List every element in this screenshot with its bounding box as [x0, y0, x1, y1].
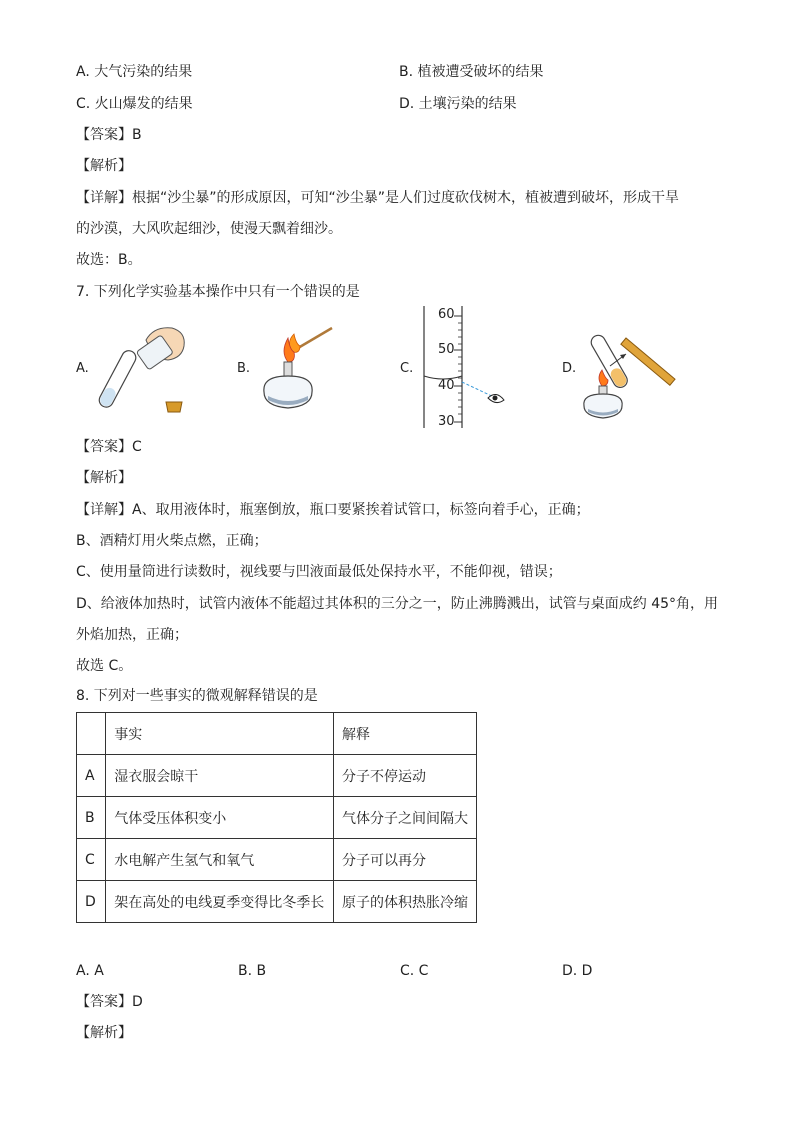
- q6-option-c: C. 火山爆发的结果: [76, 96, 193, 112]
- table-cell: D: [77, 881, 106, 923]
- q7-conclusion: 故选 C。: [76, 658, 133, 674]
- q6-conclusion: 故选：B。: [76, 252, 142, 268]
- q8-option-c: C. C: [400, 963, 429, 979]
- q7-detail-line-5: 外焰加热，正确；: [76, 627, 188, 643]
- table-cell: A: [77, 755, 106, 797]
- q8-analysis-label: 【解析】: [76, 1025, 132, 1041]
- cylinder-tick-60: 60: [438, 307, 455, 322]
- figure-c-label: C.: [400, 361, 414, 376]
- q7-detail-line-3: C、使用量筒进行读数时，视线要与凹液面最低处保持水平，不能仰视，错误；: [76, 564, 562, 580]
- table-header-cell: [77, 713, 106, 755]
- table-cell: C: [77, 839, 106, 881]
- q6-option-a: A. 大气污染的结果: [76, 64, 193, 80]
- q8-facts-table: [76, 712, 477, 923]
- q6-analysis-label: 【解析】: [76, 158, 132, 174]
- q8-option-d: D. D: [562, 963, 593, 979]
- table-cell: 分子可以再分: [333, 839, 476, 881]
- table-header-cell: 解释: [333, 713, 476, 755]
- q6-answer: 【答案】B: [76, 127, 142, 143]
- figure-b-alcohol-lamp: [254, 322, 334, 416]
- q8-stem: 8. 下列对一些事实的微观解释错误的是: [76, 688, 318, 704]
- q6-option-b: B. 植被遭受破坏的结果: [399, 64, 544, 80]
- q7-detail-line-4: D、给液体加热时，试管内液体不能超过其体积的三分之一，防止沸腾溅出，试管与桌面成约 45°角，用: [76, 596, 719, 612]
- q8-answer: 【答案】D: [76, 994, 143, 1010]
- table-header-cell: 事实: [106, 713, 334, 755]
- cylinder-tick-40: 40: [438, 378, 455, 393]
- table-cell: 架在高处的电线夏季变得比冬季长: [106, 881, 334, 923]
- q8-option-a: A. A: [76, 963, 104, 979]
- table-row: [77, 881, 477, 923]
- figure-a-label: A.: [76, 361, 89, 376]
- table-row: [77, 797, 477, 839]
- table-cell: 湿衣服会晾干: [106, 755, 334, 797]
- q7-detail-line-1: 【详解】A、取用液体时，瓶塞倒放，瓶口要紧挨着试管口，标签向着手心，正确；: [76, 502, 590, 518]
- figure-a-pouring-liquid: [94, 318, 204, 418]
- figure-d-heating-test-tube: [580, 314, 684, 418]
- cylinder-tick-50: 50: [438, 342, 455, 357]
- table-header-row: [77, 713, 477, 755]
- table-row: [77, 755, 477, 797]
- cylinder-tick-30: 30: [438, 414, 455, 429]
- table-row: [77, 839, 477, 881]
- table-cell: 水电解产生氢气和氧气: [106, 839, 334, 881]
- table-cell: 气体受压体积变小: [106, 797, 334, 839]
- q6-detail-line-1: 【详解】根据“沙尘暴”的形成原因，可知“沙尘暴”是人们过度砍伐树木，植被遭到破坏，形成干旱: [76, 190, 680, 206]
- q7-answer: 【答案】C: [76, 439, 142, 455]
- q7-analysis-label: 【解析】: [76, 470, 132, 486]
- q7-detail-line-2: B、酒精灯用火柴点燃，正确；: [76, 533, 268, 549]
- table-cell: 气体分子之间间隔大: [333, 797, 476, 839]
- table-cell: 原子的体积热胀冷缩: [333, 881, 476, 923]
- q8-option-b: B. B: [238, 963, 267, 979]
- table-cell: B: [77, 797, 106, 839]
- table-cell: 分子不停运动: [333, 755, 476, 797]
- q7-stem: 7. 下列化学实验基本操作中只有一个错误的是: [76, 284, 360, 300]
- q6-detail-line-2: 的沙漠，大风吹起细沙，使漫天飘着细沙。: [76, 221, 342, 237]
- figure-d-label: D.: [562, 361, 577, 376]
- figure-c-graduated-cylinder: [418, 306, 508, 430]
- figure-b-label: B.: [237, 361, 251, 376]
- q6-option-d: D. 土壤污染的结果: [399, 96, 517, 112]
